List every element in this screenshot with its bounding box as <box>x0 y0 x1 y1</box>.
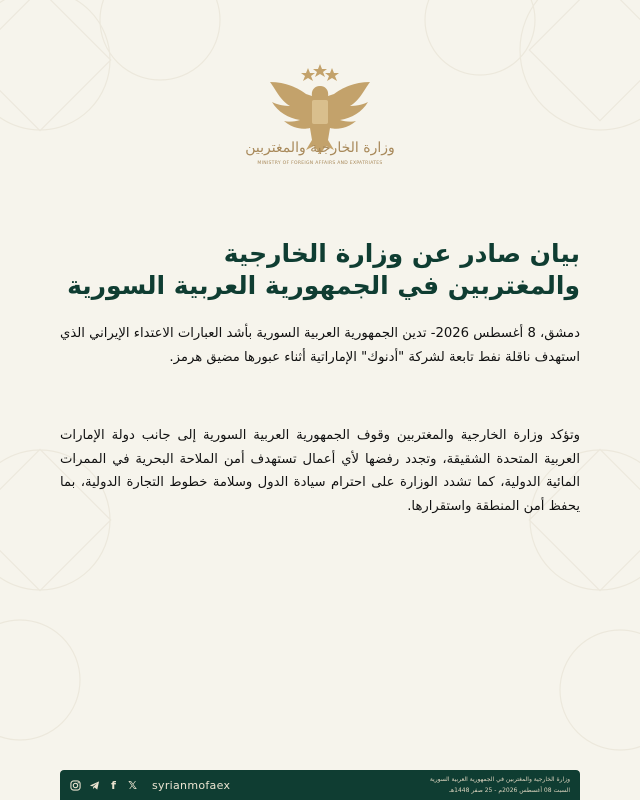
title-line-1: بيان صادر عن وزارة الخارجية <box>223 239 580 268</box>
footer-bar <box>60 770 580 800</box>
x-icon[interactable]: 𝕏 <box>128 778 137 792</box>
social-handle[interactable]: syrianmofaex <box>152 778 231 792</box>
ministry-name-english: MINISTRY OF FOREIGN AFFAIRS AND EXPATRIATES <box>257 161 383 166</box>
footer-info <box>330 774 570 796</box>
facebook-icon[interactable]: f <box>111 778 116 792</box>
telegram-icon[interactable] <box>89 780 100 791</box>
title-line-2: والمغتربين في الجمهورية العربية السورية <box>67 271 580 300</box>
statement-title <box>60 238 580 302</box>
statement-paragraph-2: وتؤكد وزارة الخارجية والمغتربين وقوف الجمهورية العربية السورية إلى جانب دولة الإمارات العربية المتحدة الشقيقة، وتجدد رفضها لأي أعمال تستهدف أمن الملاحة البحرية في الممرات المائية الدولية، كما تشدد الوزارة على احترام سيادة الدول وسلامة خطوط التجارة الدولية، بما يحفظ أمن المنطقة واستقرارها. <box>60 428 580 514</box>
instagram-icon[interactable] <box>70 780 81 791</box>
statement-paragraph-1: دمشق، 8 أغسطس 2026- تدين الجمهورية العربية السورية بأشد العبارات الاعتداء الإيراني الذي استهدف ناقلة نفط تابعة لشركة "أدنوك" الإماراتية أثناء عبورها مضيق هرمز. <box>60 326 580 365</box>
ministry-name-arabic: وزارة الخارجية والمغتربين <box>245 140 395 156</box>
footer-date-line: السبت 08 أغسطس 2026م - 25 صفر 1448هـ <box>449 787 570 794</box>
footer-org-line: وزارة الخارجية والمغتربين في الجمهورية العربية السورية <box>429 776 570 783</box>
social-links <box>70 770 230 800</box>
